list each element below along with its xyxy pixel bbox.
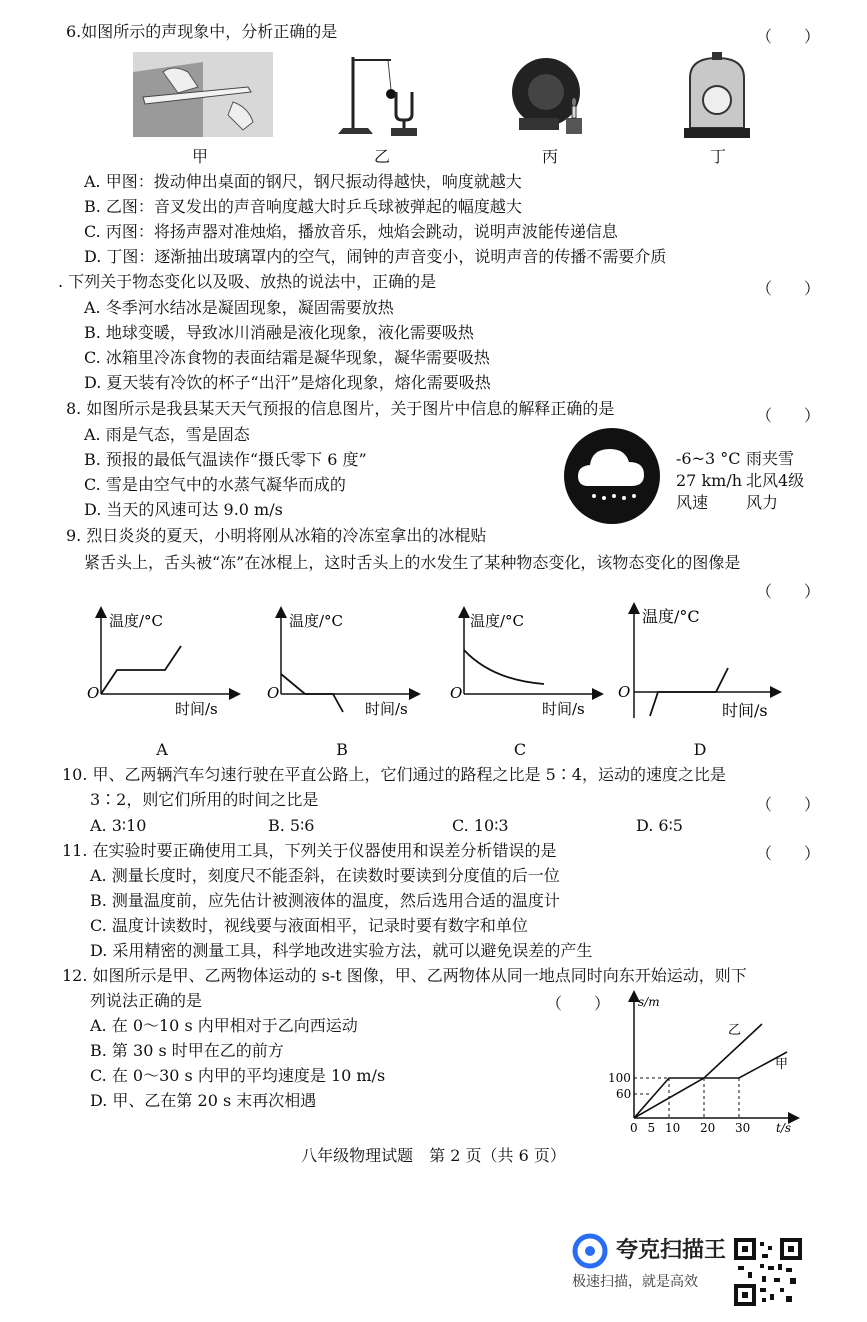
series-yi-label: 乙 <box>728 1023 742 1038</box>
x-tick-20: 20 <box>700 1121 716 1135</box>
q9-letter-b: B <box>336 740 348 759</box>
q6-caption-bing: 丙 <box>541 147 558 166</box>
q6-stem: 6.如图所示的声现象中，分析正确的是 <box>66 22 338 41</box>
q9-graph-c <box>448 604 608 724</box>
q11-stem: 11. 在实验时要正确使用工具，下列关于仪器使用和误差分析错误的是 <box>62 841 557 860</box>
q9-letter-a: A <box>156 740 168 759</box>
q12-option-b: B. 第 30 s 时甲在乙的前方 <box>90 1041 284 1060</box>
q6-option-c: C. 丙图：将扬声器对准烛焰，播放音乐，烛焰会跳动，说明声波能传递信息 <box>84 222 618 241</box>
q10-option-d: D. 6∶5 <box>636 816 683 835</box>
q8-option-b: B. 预报的最低气温读作“摄氏零下 6 度” <box>84 450 367 469</box>
scanner-slogan: 极速扫描，就是高效 <box>572 1274 698 1290</box>
q7-option-a: A. 冬季河水结冰是凝固现象，凝固需要放热 <box>84 298 394 317</box>
speaker-candle-illustration <box>504 52 594 142</box>
q9-c-origin: O <box>450 684 463 702</box>
q6-caption-yi: 乙 <box>373 147 390 166</box>
bell-jar-illustration <box>682 50 752 140</box>
q10-paren: （ ） <box>756 795 821 814</box>
q9-d-ylabel: 温度/°C <box>642 607 700 626</box>
q6-caption-jia: 甲 <box>191 147 208 166</box>
q12-stem-1: 12. 如图所示是甲、乙两物体运动的 s-t 图像，甲、乙两物体从同一地点同时向东开始运动，则下 <box>62 966 747 985</box>
weather-temp: -6~3 °C <box>676 449 741 468</box>
q12-option-c: C. 在 0～30 s 内甲的平均速度是 10 m/s <box>90 1066 386 1085</box>
q7-paren: （ ） <box>756 279 821 298</box>
q7-option-c: C. 冰箱里冷冻食物的表面结霜是凝华现象，凝华需要吸热 <box>84 348 490 367</box>
q11-option-c: C. 温度计读数时，视线要与液面相平，记录时要有数字和单位 <box>90 916 528 935</box>
q8-option-a: A. 雨是气态，雪是固态 <box>84 425 250 444</box>
q12-paren: （ ） <box>546 994 611 1013</box>
q8-paren: （ ） <box>756 406 821 425</box>
q10-option-c: C. 10∶3 <box>452 816 509 835</box>
q9-paren: （ ） <box>756 582 821 601</box>
q7-option-b: B. 地球变暖，导致冰川消融是液化现象，液化需要吸热 <box>84 323 474 342</box>
tuning-fork-illustration <box>333 52 433 142</box>
q9-graph-a <box>85 604 245 724</box>
q6-option-d: D. 丁图：逐渐抽出玻璃罩内的空气，闹钟的声音变小，说明声音的传播不需要介质 <box>84 247 667 266</box>
q7-stem: . 下列关于物态变化以及吸、放热的说法中，正确的是 <box>58 272 437 291</box>
q7-option-d: D. 夏天装有冷饮的杯子“出汗”是熔化现象，熔化需要吸热 <box>84 373 491 392</box>
q12-option-d: D. 甲、乙在第 20 s 末再次相遇 <box>90 1091 317 1110</box>
weather-sleet-icon <box>562 426 662 526</box>
series-jia-line <box>634 1052 787 1118</box>
q10-stem-1: 10. 甲、乙两辆汽车匀速行驶在平直公路上，它们通过的路程之比是 5∶4，运动的速度之比是 <box>62 765 726 784</box>
qr-code-icon <box>734 1238 802 1306</box>
q6-option-a: A. 甲图：拨动伸出桌面的钢尺，钢尺振动得越快，响度就越大 <box>84 172 522 191</box>
scanner-watermark <box>572 1233 732 1305</box>
q9-letter-d: D <box>693 740 707 759</box>
q6-option-b: B. 乙图：音叉发出的声音响度越大时乒乓球被弹起的幅度越大 <box>84 197 522 216</box>
q9-graph-d <box>616 600 786 725</box>
q11-paren: （ ） <box>756 844 821 863</box>
ruler-on-table-illustration <box>133 52 273 137</box>
q9-b-xlabel: 时间/s <box>365 700 408 718</box>
q9-a-xlabel: 时间/s <box>175 700 218 718</box>
q9-letter-c: C <box>513 740 527 759</box>
q9-graph-b <box>265 604 425 724</box>
q8-stem: 8. 如图所示是我县某天天气预报的信息图片，关于图片中信息的解释正确的是 <box>66 399 615 418</box>
x-tick-0: 0 <box>630 1121 638 1135</box>
x-tick-5: 5 <box>647 1121 656 1135</box>
page-footer: 八年级物理试题 第 2 页（共 6 页） <box>301 1146 566 1165</box>
weather-wind-label: 风力 <box>746 493 779 512</box>
q9-stem-2: 紧舌头上，舌头被“冻”在冰棍上，这时舌头上的水发生了某种物态变化，该物态变化的图像是 <box>84 553 741 572</box>
q10-stem-2: 3∶2，则它们所用的时间之比是 <box>90 790 319 809</box>
q9-c-xlabel: 时间/s <box>542 700 585 718</box>
series-jia-label: 甲 <box>775 1057 789 1072</box>
q11-option-a: A. 测量长度时，刻度尺不能歪斜，在读数时要读到分度值的后一位 <box>90 866 560 885</box>
q9-d-xlabel: 时间/s <box>722 701 768 720</box>
y-tick-60: 60 <box>616 1087 632 1101</box>
st-chart <box>600 990 800 1136</box>
weather-speed: 27 km/h <box>676 471 743 490</box>
scanner-logo-icon <box>572 1233 608 1269</box>
scanner-app-name: 夸克扫描王 <box>616 1238 727 1263</box>
q9-d-origin: O <box>618 683 631 701</box>
q9-stem-1: 9. 烈日炎炎的夏天，小明将刚从冰箱的冷冻室拿出的冰棍贴 <box>66 526 487 545</box>
q12-option-a: A. 在 0～10 s 内甲相对于乙向西运动 <box>90 1016 358 1035</box>
weather-speed-label: 风速 <box>676 493 709 512</box>
weather-wind: 北风4级 <box>746 471 805 490</box>
q10-option-b: B. 5∶6 <box>268 816 315 835</box>
y-tick-100: 100 <box>608 1071 631 1085</box>
st-ylabel: s/m <box>638 995 660 1009</box>
q8-option-c: C. 雪是由空气中的水蒸气凝华而成的 <box>84 475 346 494</box>
q8-option-d: D. 当天的风速可达 9.0 m/s <box>84 500 283 519</box>
q11-option-b: B. 测量温度前，应先估计被测液体的温度，然后选用合适的温度计 <box>90 891 560 910</box>
q9-a-ylabel: 温度/°C <box>109 612 164 630</box>
q9-c-ylabel: 温度/°C <box>470 612 525 630</box>
series-yi-line <box>634 1024 762 1118</box>
x-tick-10: 10 <box>665 1121 681 1135</box>
q9-a-origin: O <box>87 684 100 702</box>
weather-desc: 雨夹雪 <box>746 449 795 468</box>
q9-b-origin: O <box>267 684 280 702</box>
q10-option-a: A. 3∶10 <box>90 816 147 835</box>
q9-b-ylabel: 温度/°C <box>289 612 344 630</box>
st-xlabel: t/s <box>776 1121 792 1135</box>
x-tick-30: 30 <box>735 1121 751 1135</box>
q12-stem-2: 列说法正确的是 <box>90 991 203 1010</box>
q11-option-d: D. 采用精密的测量工具，科学地改进实验方法，就可以避免误差的产生 <box>90 941 593 960</box>
q6-paren: （ ） <box>756 27 821 46</box>
q6-caption-ding: 丁 <box>709 147 726 166</box>
